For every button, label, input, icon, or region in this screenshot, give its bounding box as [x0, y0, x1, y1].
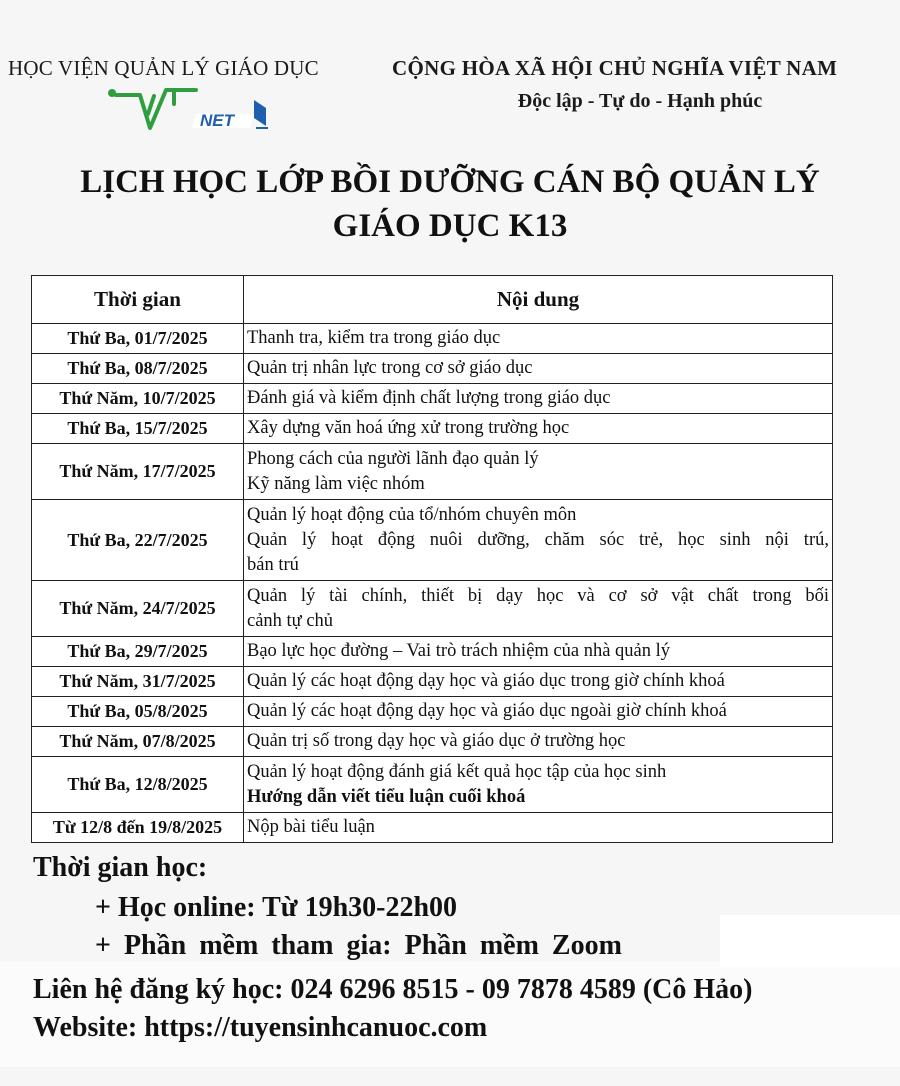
- header-content: Nội dung: [244, 276, 833, 324]
- table-header-row: [32, 276, 833, 324]
- table-row: [32, 414, 833, 444]
- vnet-logo-icon: [104, 84, 274, 140]
- logo-text: NET: [200, 111, 234, 130]
- header-time: Thời gian: [32, 276, 244, 324]
- page-title: [0, 160, 900, 248]
- row-content: [244, 414, 833, 444]
- title-line-1: LỊCH HỌC LỚP BỒI DƯỠNG CÁN BỘ QUẢN LÝ: [80, 164, 820, 200]
- institution-name: HỌC VIỆN QUẢN LÝ GIÁO DỤC: [8, 56, 319, 80]
- row-date: Thứ Năm, 10/7/2025: [32, 384, 244, 414]
- table-row: [32, 324, 833, 354]
- content-line: Xây dựng văn hoá ứng xử trong trường học: [247, 418, 570, 438]
- row-content: [244, 444, 833, 500]
- content-line: Đánh giá và kiểm định chất lượng trong giáo dục: [247, 388, 611, 408]
- content-line: Quản trị nhân lực trong cơ sở giáo dục: [247, 358, 533, 378]
- table-row: [32, 354, 833, 384]
- row-content: [244, 500, 833, 581]
- content-line: Thanh tra, kiểm tra trong giáo dục: [247, 328, 501, 348]
- table-row: [32, 757, 833, 813]
- table-row: [32, 444, 833, 500]
- row-content: [244, 757, 833, 813]
- content-line-bold: Hướng dẫn viết tiểu luận cuối khoá: [247, 786, 526, 807]
- content-line: Nộp bài tiểu luận: [247, 817, 375, 837]
- row-content: [244, 637, 833, 667]
- national-motto: Độc lập - Tự do - Hạnh phúc: [517, 90, 763, 112]
- table-row: [32, 384, 833, 414]
- content-line: Quản lý các hoạt động dạy học và giáo dục ngoài giờ chính khoá: [247, 701, 727, 721]
- row-content: [244, 813, 833, 843]
- row-date: Thứ Năm, 07/8/2025: [32, 727, 244, 757]
- row-date: Thứ Năm, 17/7/2025: [32, 444, 244, 500]
- row-content: [244, 667, 833, 697]
- row-date: Thứ Ba, 08/7/2025: [32, 354, 244, 384]
- row-date: Thứ Ba, 22/7/2025: [32, 500, 244, 581]
- title-line-2: GIÁO DỤC K13: [332, 208, 568, 244]
- content-line: Quản lý tài chính, thiết bị dạy học và cơ sở vật chất trong bối: [247, 585, 829, 606]
- table-row: [32, 727, 833, 757]
- row-date: Thứ Ba, 05/8/2025: [32, 697, 244, 727]
- online-time: + Học online: Từ 19h30-22h00: [95, 892, 458, 923]
- content-line: Quản lý hoạt động của tổ/nhóm chuyên môn: [247, 504, 577, 525]
- row-date: Từ 12/8 đến 19/8/2025: [32, 813, 244, 843]
- contact-info: Liên hệ đăng ký học: 024 6296 8515 - 09 7878 4589 (Cô Hảo): [33, 974, 753, 1005]
- row-date: Thứ Ba, 01/7/2025: [32, 324, 244, 354]
- row-content: [244, 727, 833, 757]
- row-date: Thứ Năm, 24/7/2025: [32, 581, 244, 637]
- table-row: [32, 697, 833, 727]
- content-line: Quản lý hoạt động nuôi dưỡng, chăm sóc trẻ, học sinh nội trú,: [247, 529, 829, 550]
- content-line: Quản lý hoạt động đánh giá kết quả học tập của học sinh: [247, 761, 667, 782]
- content-line: Kỹ năng làm việc nhóm: [247, 473, 425, 494]
- study-time-label: Thời gian học:: [33, 852, 208, 883]
- table-row: [32, 500, 833, 581]
- website-info: Website: https://tuyensinhcanuoc.com: [33, 1012, 488, 1043]
- row-content: [244, 384, 833, 414]
- schedule-body: [32, 324, 833, 843]
- row-content: [244, 354, 833, 384]
- schedule-table: [31, 275, 833, 843]
- software-info: + Phần mềm tham gia: Phần mềm Zoom: [95, 930, 622, 961]
- content-line: Quản lý các hoạt động dạy học và giáo dục trong giờ chính khoá: [247, 671, 725, 691]
- republic-name: CỘNG HÒA XÃ HỘI CHỦ NGHĨA VIỆT NAM: [392, 56, 838, 80]
- content-line: Phong cách của người lãnh đạo quản lý: [247, 448, 539, 469]
- row-date: Thứ Ba, 12/8/2025: [32, 757, 244, 813]
- row-content: [244, 697, 833, 727]
- row-content: [244, 324, 833, 354]
- row-date: Thứ Năm, 31/7/2025: [32, 667, 244, 697]
- row-date: Thứ Ba, 29/7/2025: [32, 637, 244, 667]
- table-row: [32, 667, 833, 697]
- table-row: [32, 581, 833, 637]
- background-patch: [720, 915, 900, 967]
- row-date: Thứ Ba, 15/7/2025: [32, 414, 244, 444]
- content-line: bán trú: [247, 554, 299, 575]
- content-line: Quản trị số trong dạy học và giáo dục ở trường học: [247, 731, 626, 751]
- row-content: [244, 581, 833, 637]
- content-line: cảnh tự chủ: [247, 610, 334, 631]
- table-row: [32, 637, 833, 667]
- content-line: Bạo lực học đường – Vai trò trách nhiệm của nhà quản lý: [247, 641, 671, 661]
- table-row: [32, 813, 833, 843]
